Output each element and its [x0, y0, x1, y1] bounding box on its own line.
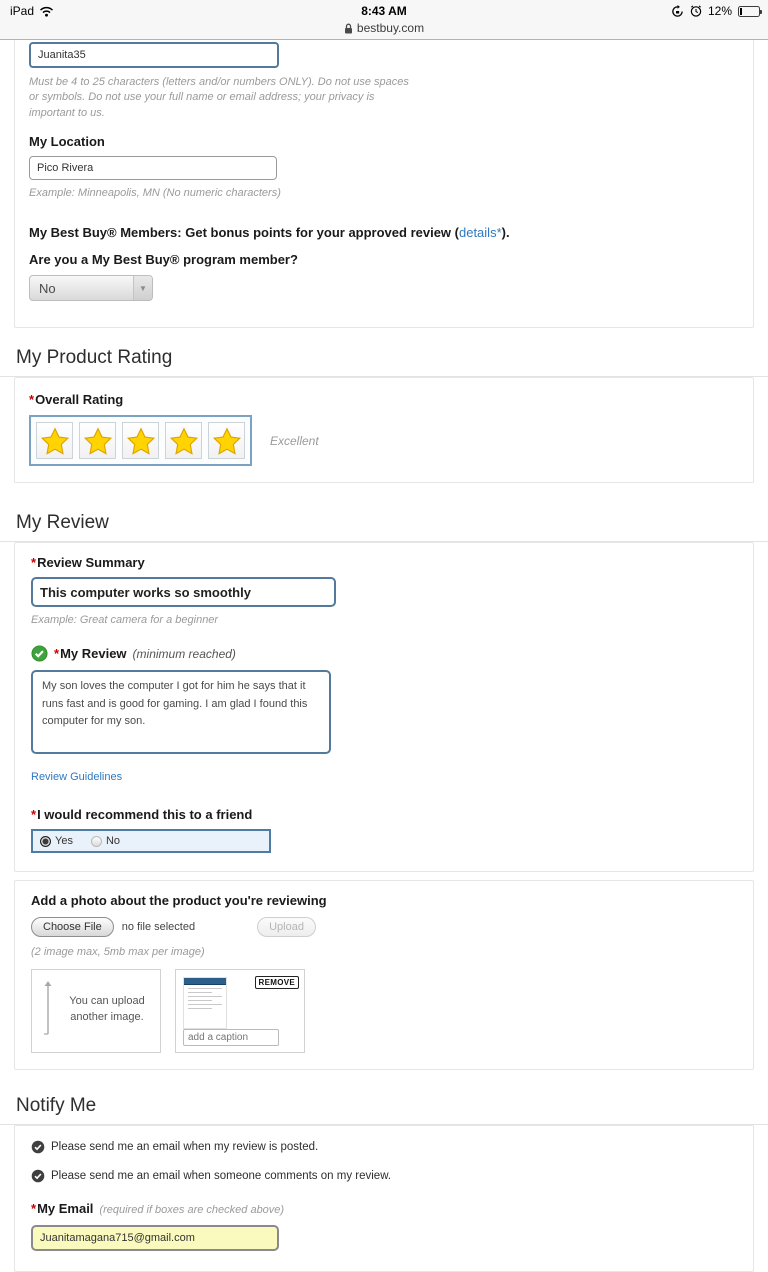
recommend-radio-group — [31, 829, 271, 853]
star-button-3[interactable] — [122, 422, 159, 459]
checkbox-checked-icon — [31, 1169, 45, 1183]
lock-icon — [344, 23, 353, 34]
minimum-reached-note: (minimum reached) — [132, 646, 236, 661]
username-input[interactable] — [29, 42, 279, 68]
check-circle-icon — [31, 645, 48, 662]
recommend-yes-label: Yes — [55, 835, 73, 848]
recommend-no-label: No — [105, 835, 121, 848]
members-text-end: ). — [501, 225, 510, 241]
review-text-label-text: My Review — [60, 646, 127, 662]
email-label-text: My Email — [37, 1201, 94, 1217]
star-icon — [41, 427, 69, 455]
star-button-2[interactable] — [79, 422, 116, 459]
required-mark: * — [31, 807, 37, 823]
star-rating-group — [29, 415, 252, 466]
required-mark: * — [31, 555, 37, 571]
summary-input[interactable] — [31, 577, 336, 607]
carrier-label: iPad — [10, 4, 35, 18]
upload-button[interactable]: Upload — [257, 917, 316, 937]
battery-icon — [738, 6, 760, 17]
review-section — [14, 542, 754, 872]
summary-label-text: Review Summary — [37, 555, 145, 571]
notify-comments-option[interactable] — [31, 1169, 737, 1183]
required-mark: * — [29, 392, 35, 408]
star-icon — [84, 427, 112, 455]
checkbox-checked-icon — [31, 1140, 45, 1154]
overall-rating-label — [29, 392, 739, 407]
no-file-text: no file selected — [121, 921, 196, 934]
clock-time: 8:43 AM — [361, 4, 407, 18]
uploaded-image-thumbnail — [183, 977, 227, 1029]
notify-posted-label: Please send me an email when my review is posted. — [51, 1141, 319, 1154]
member-select-value: No — [39, 280, 56, 296]
star-icon — [127, 427, 155, 455]
battery-percent: 12% — [707, 4, 732, 18]
photo-heading: Add a photo about the product you're reviewing — [31, 893, 327, 909]
uploaded-image-card — [175, 969, 305, 1053]
star-button-1[interactable] — [36, 422, 73, 459]
account-section — [14, 40, 754, 328]
star-icon — [213, 427, 241, 455]
summary-label — [31, 555, 737, 570]
product-rating-heading: My Product Rating — [0, 338, 768, 377]
star-button-4[interactable] — [165, 422, 202, 459]
notify-comments-label: Please send me an email when someone comments on my review. — [51, 1170, 392, 1183]
alarm-icon — [690, 5, 702, 17]
review-textarea[interactable] — [31, 670, 331, 754]
overall-rating-label-text: Overall Rating — [35, 392, 124, 408]
member-question-label: Are you a My Best Buy® program member? — [29, 252, 298, 268]
username-help-text: Must be 4 to 25 characters (letters and/or numbers ONLY). Do not use spaces or symbols. Do not use your full name or email address; your privacy is important to us. — [29, 76, 409, 119]
review-heading: My Review — [0, 503, 768, 542]
upload-dropzone[interactable] — [31, 969, 161, 1053]
address-bar[interactable] — [0, 21, 768, 35]
location-example-text: Example: Minneapolis, MN (No numeric characters) — [29, 187, 281, 200]
member-select[interactable] — [29, 275, 153, 301]
status-bar — [0, 0, 768, 40]
email-input[interactable] — [31, 1225, 279, 1251]
recommend-label-text: I would recommend this to a friend — [37, 807, 253, 823]
recommend-yes-option[interactable] — [40, 835, 73, 847]
rating-word: Excellent — [270, 433, 319, 448]
chevron-down-icon: ▼ — [133, 276, 152, 300]
recommend-no-option[interactable] — [91, 835, 120, 847]
members-bonus-text — [29, 225, 739, 240]
choose-file-button[interactable]: Choose File — [31, 917, 114, 937]
notify-posted-option[interactable] — [31, 1140, 737, 1154]
email-note: (required if boxes are checked above) — [99, 1204, 285, 1217]
caption-input[interactable] — [183, 1029, 279, 1046]
arrow-up-icon — [42, 980, 54, 1036]
review-guidelines-link[interactable]: Review Guidelines — [31, 771, 123, 784]
orientation-lock-icon — [671, 5, 684, 18]
notify-section — [14, 1125, 754, 1272]
location-input[interactable] — [29, 156, 277, 180]
product-rating-section — [14, 377, 754, 483]
image-limits-text: (2 image max, 5mb max per image) — [31, 946, 205, 959]
members-text-start: My Best Buy® Members: Get bonus points for your approved review ( — [29, 225, 459, 241]
email-label — [31, 1201, 93, 1216]
radio-unselected-icon — [91, 836, 102, 847]
photo-section — [14, 880, 754, 1070]
review-text-label — [54, 646, 127, 661]
url-text: bestbuy.com — [356, 21, 425, 35]
details-link[interactable]: details* — [458, 225, 502, 241]
recommend-label — [31, 807, 737, 822]
radio-selected-icon — [40, 836, 51, 847]
upload-hint-text: You can upload another image. — [69, 995, 145, 1023]
remove-button[interactable]: REMOVE — [255, 976, 299, 989]
star-button-5[interactable] — [208, 422, 245, 459]
summary-example-text: Example: Great camera for a beginner — [31, 614, 219, 627]
required-mark: * — [54, 646, 60, 662]
star-icon — [170, 427, 198, 455]
location-label: My Location — [29, 134, 105, 150]
notify-heading: Notify Me — [0, 1086, 768, 1125]
required-mark: * — [31, 1201, 37, 1217]
